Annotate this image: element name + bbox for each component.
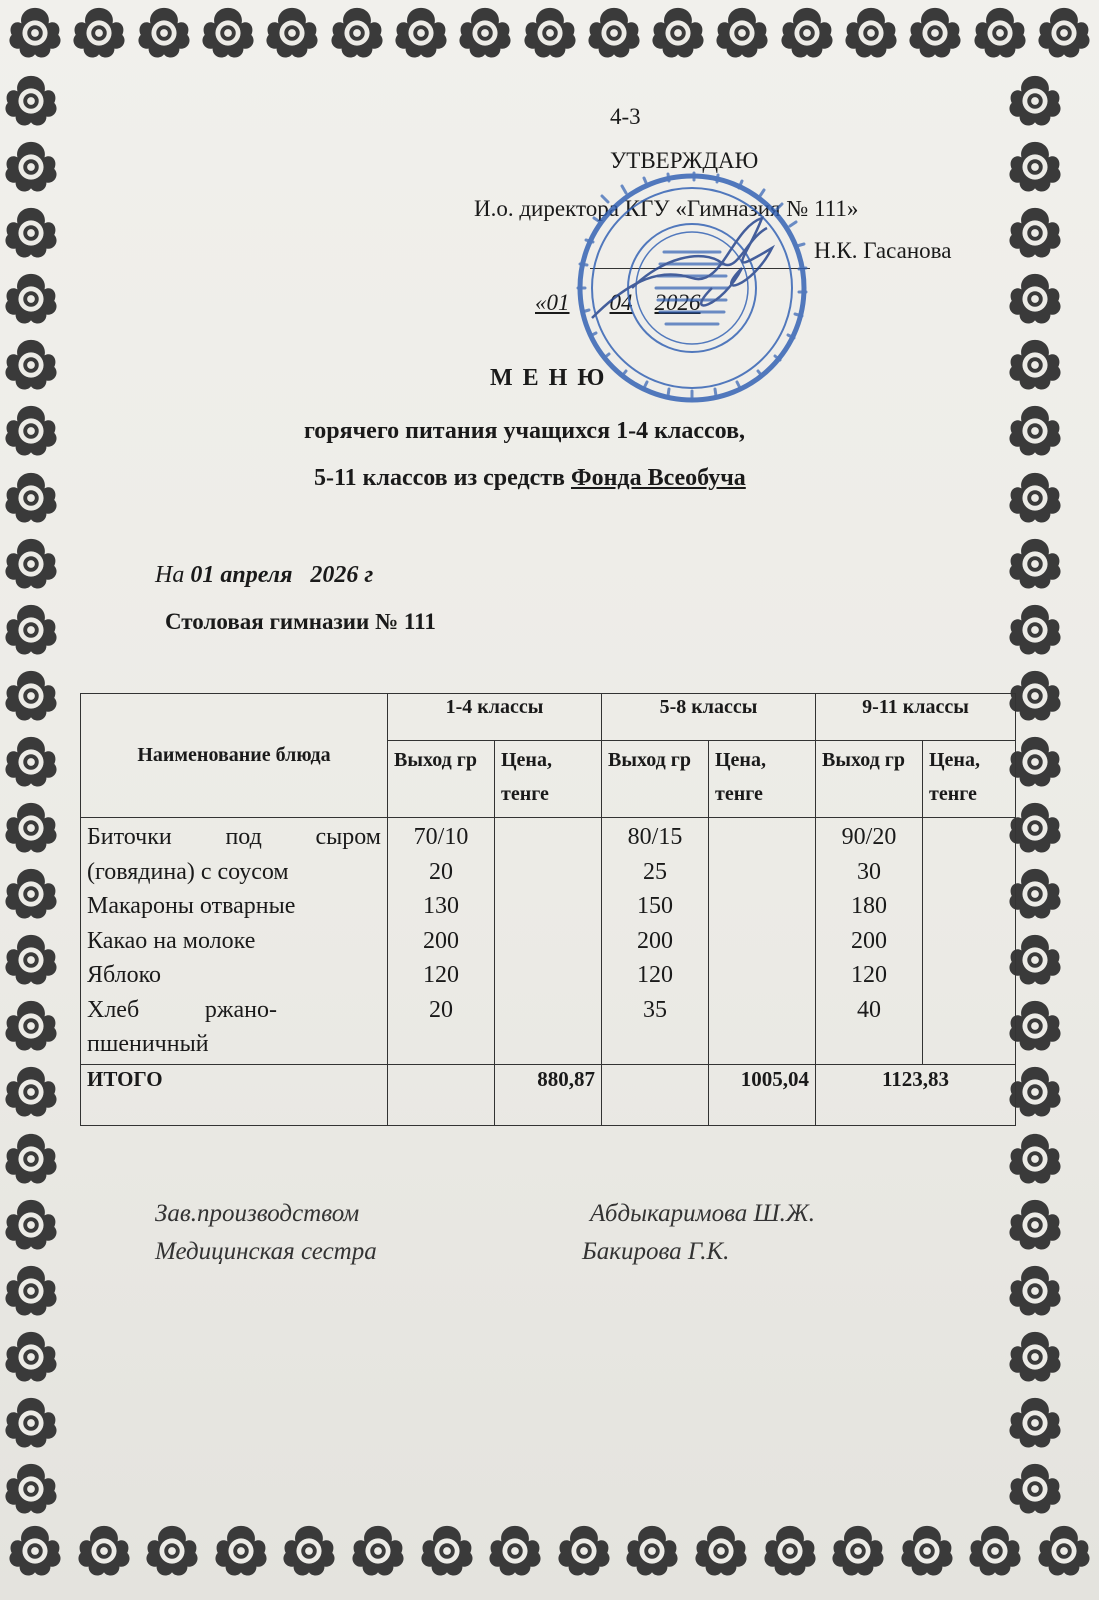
menu-subtitle-prefix: 5-11 классов из средств	[314, 465, 571, 491]
flower-ornament-icon	[2, 931, 60, 989]
flower-ornament-icon	[2, 535, 60, 593]
signature-name-nurse: Бакирова Г.К.	[582, 1238, 730, 1265]
price-1-4-cell	[495, 818, 602, 1065]
flower-ornament-icon	[486, 1522, 544, 1580]
flower-ornament-icon	[2, 72, 60, 130]
flower-ornament-icon	[199, 4, 257, 62]
menu-subtitle-line1: горячего питания учащихся 1-4 классов,	[304, 418, 746, 444]
flower-ornament-icon	[2, 1394, 60, 1452]
approval-date-day: «01	[535, 290, 570, 315]
list-item: 40	[857, 996, 881, 1023]
list-item: 120	[423, 962, 459, 988]
menu-table	[80, 693, 1016, 1126]
flower-ornament-icon	[1006, 1328, 1064, 1386]
flower-ornament-icon	[971, 4, 1029, 62]
price-header: Цена, тенге	[709, 741, 816, 818]
total-label: ИТОГО	[81, 1064, 388, 1125]
group-header-5-8: 5-8 классы	[602, 694, 816, 741]
yield-1-4-cell	[388, 818, 495, 1065]
total-1-4: 880,87	[495, 1064, 602, 1125]
list-item: 90/20	[841, 824, 897, 850]
flower-ornament-icon	[778, 4, 836, 62]
ornament-border-top	[0, 4, 1099, 68]
list-item: Биточки под сыром (говядина) с соусом	[87, 824, 381, 885]
list-item: Какао на молоке	[87, 927, 256, 954]
dish-list-cell	[81, 818, 388, 1065]
flower-ornament-icon	[1006, 270, 1064, 328]
ornament-border-bottom	[0, 1522, 1099, 1586]
flower-ornament-icon	[263, 4, 321, 62]
yield-5-8-cell	[602, 818, 709, 1065]
flower-ornament-icon	[1006, 1262, 1064, 1320]
list-item: 200	[423, 927, 459, 954]
approve-label: УТВЕРЖДАЮ	[610, 148, 759, 173]
flower-ornament-icon	[1006, 1196, 1064, 1254]
signature-name-production: Абдыкаримова Ш.Ж.	[590, 1200, 815, 1227]
yield-header: Выход гр	[816, 741, 923, 818]
list-item: 120	[637, 962, 673, 988]
flower-ornament-icon	[1006, 535, 1064, 593]
flower-ornament-icon	[842, 4, 900, 62]
signature-role-production: Зав.производством	[155, 1200, 360, 1227]
group-header-1-4: 1-4 классы	[388, 694, 602, 741]
flower-ornament-icon	[212, 1522, 270, 1580]
list-item: Яблоко	[87, 962, 162, 988]
list-item: 20	[429, 996, 453, 1023]
flower-ornament-icon	[2, 204, 60, 262]
price-5-8-cell	[709, 818, 816, 1065]
list-item: Макароны отварные	[87, 893, 296, 919]
list-item: 200	[851, 927, 887, 954]
flower-ornament-icon	[2, 469, 60, 527]
approver-position: И.о. директора КГУ «Гимназия № 111»	[474, 196, 859, 221]
flower-ornament-icon	[2, 1196, 60, 1254]
flower-ornament-icon	[135, 4, 193, 62]
dish-name-header: Наименование блюда	[81, 694, 388, 818]
flower-ornament-icon	[966, 1522, 1024, 1580]
flower-ornament-icon	[2, 1130, 60, 1188]
flower-ornament-icon	[692, 1522, 750, 1580]
ornament-border-left	[2, 72, 66, 1518]
flower-ornament-icon	[1006, 1460, 1064, 1518]
table-row	[81, 818, 1016, 1065]
list-item: 70/10	[413, 824, 469, 850]
list-item: 150	[637, 893, 673, 919]
flower-ornament-icon	[761, 1522, 819, 1580]
list-item: 200	[637, 927, 673, 954]
flower-ornament-icon	[2, 667, 60, 725]
flower-ornament-icon	[2, 997, 60, 1055]
fund-name: Фонда Всеобуча	[570, 465, 746, 491]
menu-date-prefix: На	[155, 562, 191, 588]
flower-ornament-icon	[713, 4, 771, 62]
flower-ornament-icon	[6, 1522, 64, 1580]
flower-ornament-icon	[623, 1522, 681, 1580]
list-item: 35	[643, 996, 667, 1023]
list-item: Хлеб ржано-пшеничный	[87, 996, 277, 1057]
price-header: Цена, тенге	[923, 741, 1016, 818]
yield-9-11-cell	[816, 818, 923, 1065]
flower-ornament-icon	[1035, 4, 1093, 62]
total-5-8: 1005,04	[709, 1064, 816, 1125]
total-empty-cell	[602, 1064, 709, 1125]
list-item: 130	[423, 893, 459, 919]
approval-date-year: 2026	[654, 290, 701, 315]
flower-ornament-icon	[143, 1522, 201, 1580]
list-item: 20	[429, 858, 453, 885]
document-number: 4-3	[610, 104, 641, 129]
list-item: 180	[851, 893, 887, 919]
flower-ornament-icon	[1006, 1394, 1064, 1452]
yield-header: Выход гр	[602, 741, 709, 818]
flower-ornament-icon	[1006, 336, 1064, 394]
price-header: Цена, тенге	[495, 741, 602, 818]
flower-ornament-icon	[1006, 138, 1064, 196]
flower-ornament-icon	[2, 1262, 60, 1320]
flower-ornament-icon	[1006, 72, 1064, 130]
flower-ornament-icon	[521, 4, 579, 62]
menu-heading: М Е Н Ю	[490, 365, 607, 391]
flower-ornament-icon	[328, 4, 386, 62]
flower-ornament-icon	[2, 1063, 60, 1121]
flower-ornament-icon	[418, 1522, 476, 1580]
price-9-11-cell	[923, 818, 1016, 1065]
flower-ornament-icon	[585, 4, 643, 62]
approval-date-month: 04	[609, 290, 633, 315]
list-item: 30	[857, 858, 881, 885]
total-9-11: 1123,83	[816, 1064, 1016, 1125]
flower-ornament-icon	[1006, 1130, 1064, 1188]
flower-ornament-icon	[555, 1522, 613, 1580]
list-item: 80/15	[627, 824, 683, 850]
flower-ornament-icon	[1006, 601, 1064, 659]
flower-ornament-icon	[2, 1328, 60, 1386]
flower-ornament-icon	[6, 4, 64, 62]
flower-ornament-icon	[829, 1522, 887, 1580]
flower-ornament-icon	[2, 799, 60, 857]
flower-ornament-icon	[2, 336, 60, 394]
signature-role-nurse: Медицинская сестра	[155, 1238, 377, 1265]
flower-ornament-icon	[349, 1522, 407, 1580]
group-header-9-11: 9-11 классы	[816, 694, 1016, 741]
flower-ornament-icon	[456, 4, 514, 62]
flower-ornament-icon	[1006, 402, 1064, 460]
flower-ornament-icon	[906, 4, 964, 62]
yield-header: Выход гр	[388, 741, 495, 818]
flower-ornament-icon	[1006, 204, 1064, 262]
flower-ornament-icon	[1035, 1522, 1093, 1580]
list-item: 25	[643, 858, 667, 885]
flower-ornament-icon	[2, 270, 60, 328]
flower-ornament-icon	[2, 138, 60, 196]
flower-ornament-icon	[70, 4, 128, 62]
list-item: 120	[851, 962, 887, 988]
total-empty-cell	[388, 1064, 495, 1125]
flower-ornament-icon	[2, 733, 60, 791]
total-row	[81, 1064, 1016, 1125]
flower-ornament-icon	[1006, 469, 1064, 527]
flower-ornament-icon	[2, 865, 60, 923]
approver-name: Н.К. Гасанова	[814, 238, 952, 263]
flower-ornament-icon	[649, 4, 707, 62]
menu-subtitle-line2	[314, 465, 746, 492]
flower-ornament-icon	[898, 1522, 956, 1580]
menu-date-value: 01 апреля 2026 г	[190, 562, 374, 588]
flower-ornament-icon	[280, 1522, 338, 1580]
menu-date	[155, 562, 373, 589]
canteen-name: Столовая гимназии № 111	[165, 609, 436, 634]
flower-ornament-icon	[2, 1460, 60, 1518]
flower-ornament-icon	[75, 1522, 133, 1580]
flower-ornament-icon	[2, 402, 60, 460]
flower-ornament-icon	[392, 4, 450, 62]
flower-ornament-icon	[2, 601, 60, 659]
round-seal-stamp	[572, 168, 812, 408]
